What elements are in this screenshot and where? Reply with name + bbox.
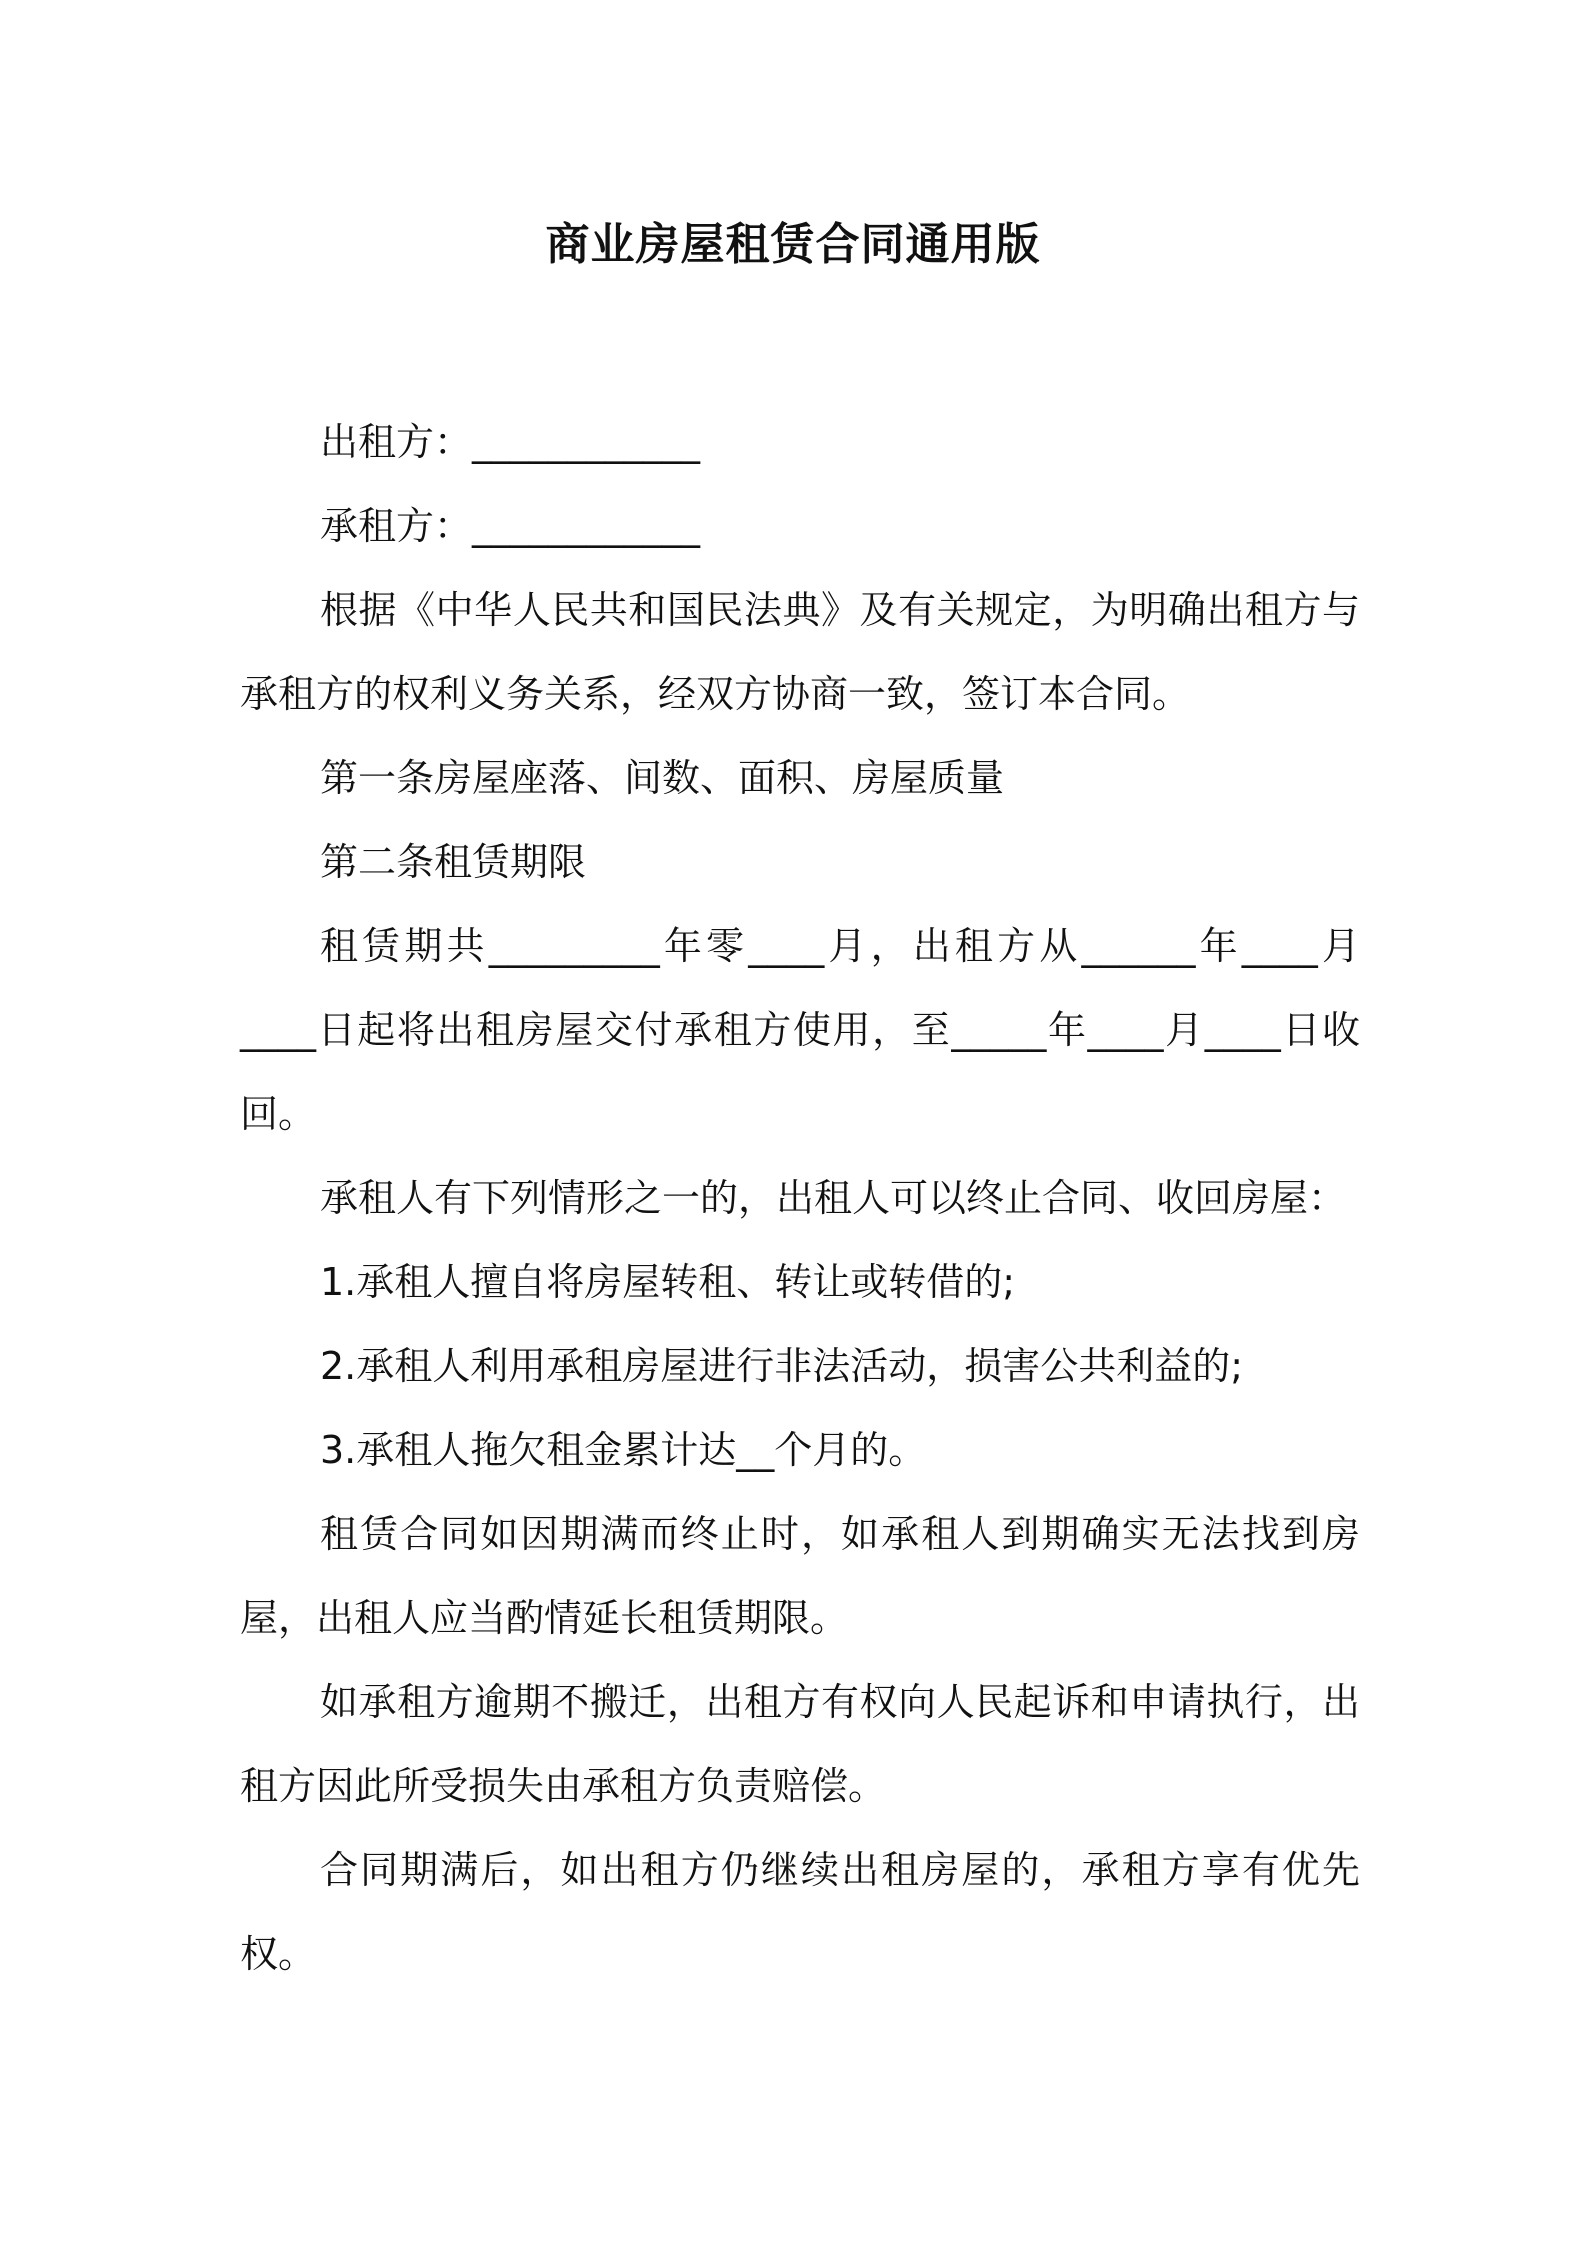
document-body [240,400,1360,1996]
article-2-heading: 第二条租赁期限 [320,840,587,884]
lessor-field: 出租方：____________ [320,420,701,464]
lessee-field: 承租方：____________ [320,504,701,548]
preamble-paragraph: 根据《中华人民共和国民法典》及有关规定，为明确出租方与承租方的权利义务关系，经双方协商一致，签订本合同。 [240,588,1360,716]
lease-term-paragraph: 租赁期共_________年零____月，出租方从______年____月____日起将出租房屋交付承租方使用，至_____年____月____日收回。 [240,924,1360,1136]
priority-paragraph: 合同期满后，如出租方仍继续出租房屋的，承租方享有优先权。 [240,1848,1360,1976]
extension-paragraph: 租赁合同如因期满而终止时，如承租人到期确实无法找到房屋，出租人应当酌情延长租赁期限。 [240,1512,1360,1640]
termination-item-3: 3.承租人拖欠租金累计达__个月的。 [320,1428,927,1472]
article-1-heading: 第一条房屋座落、间数、面积、房屋质量 [320,756,1005,800]
termination-item-2: 2.承租人利用承租房屋进行非法活动，损害公共利益的; [320,1344,1244,1388]
termination-intro: 承租人有下列情形之一的，出租人可以终止合同、收回房屋： [320,1176,1347,1220]
termination-item-1: 1.承租人擅自将房屋转租、转让或转借的; [320,1260,1016,1304]
document-title: 商业房屋租赁合同通用版 [545,219,1041,270]
overstay-paragraph: 如承租方逾期不搬迁，出租方有权向人民起诉和申请执行，出租方因此所受损失由承租方负责赔偿。 [240,1680,1360,1808]
